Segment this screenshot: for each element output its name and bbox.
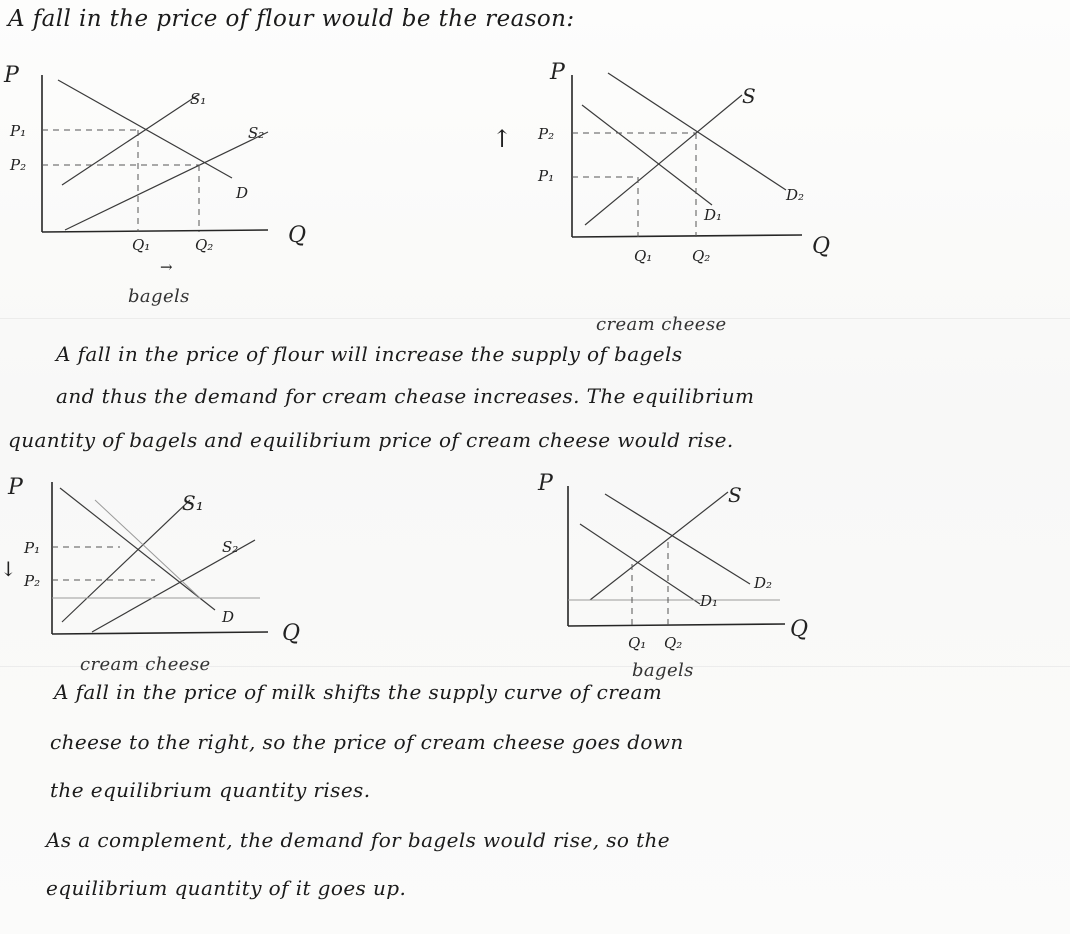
p1-label: P₁ [10, 122, 27, 140]
p1-label: P₁ [538, 167, 555, 185]
q1-label: Q₁ [628, 634, 647, 652]
q-axis-label: Q [282, 621, 301, 646]
graph-bagels-supply-shift [0, 60, 320, 320]
q-axis [572, 235, 802, 237]
paragraph1-line: A fall in the price of flour will increase the supply of bagels [56, 342, 683, 366]
supply-curve-s [590, 492, 728, 600]
q-axis-label: Q [812, 234, 831, 259]
q2-label: Q₂ [692, 247, 711, 265]
d1-label: D₁ [704, 206, 723, 224]
d-label: D [236, 184, 249, 202]
paragraph2-line: A fall in the price of milk shifts the supply curve of cream [54, 680, 663, 704]
d1-label: D₁ [700, 592, 719, 610]
s-label: S [728, 483, 742, 507]
s2-label: S₂ [248, 124, 265, 142]
supply-curve-s2 [65, 132, 268, 230]
p-axis-label: P [4, 63, 19, 88]
demand-curve-d1 [580, 524, 700, 604]
q-axis-label: Q [790, 617, 809, 642]
graph-bagels-demand-shift [510, 466, 840, 656]
shift-arrow-icon: → [160, 258, 173, 276]
s1-label: S₁ [190, 90, 207, 108]
p2-label: P₂ [538, 125, 555, 143]
s-label: S [742, 84, 756, 108]
s1-label: S₁ [182, 491, 204, 515]
q2-label: Q₂ [664, 634, 683, 652]
p-axis-label: P [538, 471, 553, 496]
q1-label: Q₁ [132, 236, 151, 254]
paragraph2-line: the equilibrium quantity rises. [50, 778, 371, 802]
graph-cream-cheese-supply-shift [0, 470, 330, 670]
heading: A fall in the price of flour would be the reason: [8, 6, 575, 32]
price-down-arrow-icon: ↓ [0, 557, 17, 581]
p-axis-label: P [8, 475, 23, 500]
paragraph1-line: quantity of bagels and equilibrium price of cream cheese would rise. [8, 428, 734, 452]
graph-caption-cream-cheese: cream cheese [80, 654, 211, 675]
p2-label: P₂ [10, 156, 27, 174]
p2-label: P₂ [24, 572, 41, 590]
paragraph2-line: As a complement, the demand for bagels would rise, so the [46, 828, 671, 852]
paragraph2-line: equilibrium quantity of it goes up. [46, 876, 407, 900]
graph-cream-cheese-demand-shift [480, 55, 840, 285]
graph-caption-bagels: bagels [632, 660, 694, 681]
d2-label: D₂ [754, 574, 773, 592]
supply-curve-s1 [62, 500, 190, 622]
graph-caption-cream-cheese: cream cheese [596, 314, 727, 335]
p-axis-label: P [550, 60, 565, 85]
demand-curve-d1 [582, 105, 712, 205]
s2-label: S₂ [222, 538, 239, 556]
paragraph1-line: and thus the demand for cream chease increases. The equilibrium [56, 384, 755, 408]
p1-label: P₁ [24, 539, 41, 557]
q1-label: Q₁ [634, 247, 653, 265]
d-label: D [222, 608, 235, 626]
q2-label: Q₂ [195, 236, 214, 254]
price-up-arrow-icon: ↑ [492, 125, 513, 153]
graph-caption-bagels: bagels [128, 286, 190, 307]
q-axis [568, 624, 785, 626]
paragraph2-line: cheese to the right, so the price of cream cheese goes down [50, 730, 684, 754]
d2-label: D₂ [786, 186, 805, 204]
q-axis-label: Q [288, 223, 307, 248]
q-axis [52, 632, 268, 634]
q-axis [42, 230, 268, 232]
supply-curve-s1 [62, 95, 198, 185]
